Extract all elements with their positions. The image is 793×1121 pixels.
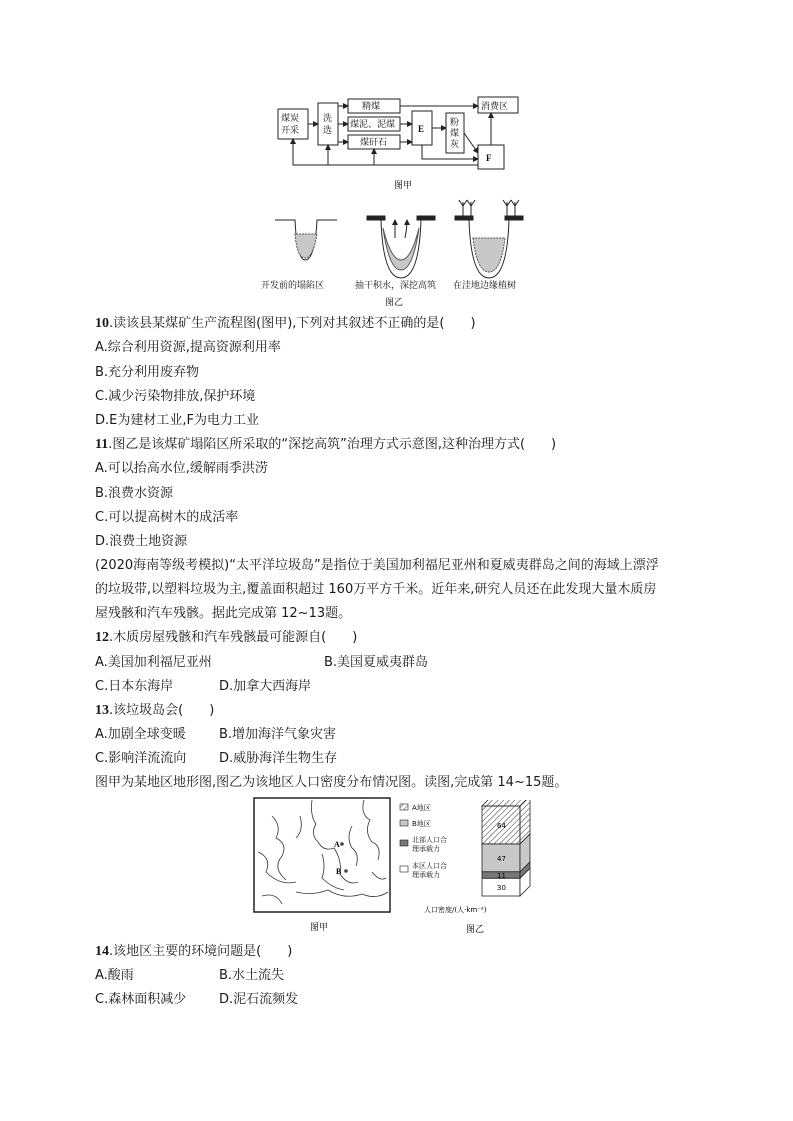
terrain-map-figure	[252, 796, 394, 936]
q12-option-a: A.美国加利福尼亚州	[95, 655, 212, 670]
label-mining-2: 开采	[281, 126, 300, 136]
legend-north-capacity-1: 北部人口合	[412, 836, 447, 844]
map-caption: 图甲	[310, 923, 329, 933]
bar-label-0: 30	[497, 884, 506, 893]
passage2: 图甲为某地区地形图,图乙为该地区人口密度分布情况图。读图,完成第 14~15题。	[95, 775, 568, 790]
label-dig-deep: 抽干积水，深挖高筑	[355, 281, 437, 291]
label-e: E	[418, 124, 425, 134]
label-gangue: 煤矸石	[360, 138, 388, 148]
q10-stem	[95, 315, 476, 333]
map-point-a: A	[334, 840, 340, 849]
q12-option-b: B.美国夏威夷群岛	[324, 655, 429, 670]
q11-option-d: D.浪费土地资源	[95, 534, 188, 549]
map-point-b: B	[336, 867, 342, 876]
q10-option-b: B.充分利用废弃物	[95, 365, 200, 380]
q11-stem	[95, 436, 556, 454]
chart-legend	[400, 804, 408, 872]
q12-number: 12	[95, 630, 109, 645]
q12-stem	[95, 629, 357, 647]
q10-option-a: A.综合利用资源,提高资源利用率	[95, 340, 281, 355]
box-wash	[318, 103, 338, 145]
q13-stem	[95, 702, 214, 720]
q12-option-d: D.加拿大西海岸	[219, 679, 312, 694]
q10-option-c: C.减少污染物排放,保护环境	[95, 389, 256, 404]
chart-caption: 图乙	[466, 925, 485, 935]
q14-option-a: A.酸雨	[95, 968, 134, 983]
stacked-bar	[482, 800, 530, 896]
legend-b-area: B地区	[412, 820, 431, 828]
label-consumer: 消费区	[481, 102, 509, 112]
label-fine-coal: 精煤	[362, 102, 381, 112]
q13-option-b: B.增加海洋气象灾害	[219, 727, 337, 742]
label-fly-ash-1: 粉	[450, 118, 460, 128]
q13-option-c: C.影响洋流流向	[95, 751, 187, 766]
passage1-line-1: (2020海南等级考模拟)“太平洋垃圾岛”是指位于美国加利福尼亚州和夏威夷群岛之间的海域上漂浮	[95, 558, 659, 573]
label-plant-trees: 在洼地边缘植树	[453, 281, 517, 291]
q13-option-d: D.威胁海洋生物生存	[219, 751, 338, 766]
label-f: F	[486, 153, 492, 163]
q12-option-c: C.日本东海岸	[95, 679, 174, 694]
label-wash-2: 选	[323, 126, 333, 136]
bar-label-2: 47	[497, 854, 506, 863]
q14-option-d: D.泥石流频发	[219, 992, 299, 1007]
q11-option-c: C.可以提高树木的成活率	[95, 510, 239, 525]
label-wash-1: 洗	[323, 114, 333, 124]
label-fly-ash-2: 煤	[450, 129, 460, 139]
label-mining-1: 煤炭	[281, 114, 300, 124]
bar-label-3: 64	[497, 821, 506, 830]
q14-text: .该地区主要的环境问题是( )	[109, 944, 293, 959]
caption-jia: 图甲	[394, 181, 413, 191]
q11-number: 11	[95, 437, 109, 452]
q13-number: 13	[95, 703, 109, 718]
q13-text: .该垃圾岛会( )	[109, 703, 215, 718]
q14-option-b: B.水土流失	[219, 968, 285, 983]
q14-option-c: C.森林面积减少	[95, 992, 187, 1007]
legend-local-capacity-2: 理承载力	[412, 871, 440, 879]
q11-option-b: B.浪费水资源	[95, 486, 174, 501]
q13-option-a: A.加剧全球变暖	[95, 727, 186, 742]
legend-a-area: A地区	[412, 804, 431, 812]
q10-option-d: D.E为建材工业,F为电力工业	[95, 413, 259, 428]
q14-stem	[95, 943, 292, 961]
axis-label: 人口密度/(人·km⁻²)	[424, 906, 487, 914]
label-fly-ash-3: 灰	[450, 140, 460, 150]
label-slime: 煤泥、泥煤	[350, 120, 396, 130]
q11-option-a: A.可以抬高水位,缓解雨季洪涝	[95, 461, 268, 476]
q12-text: .木质房屋残骸和汽车残骸最可能源自( )	[109, 630, 358, 645]
q10-number: 10	[95, 316, 109, 331]
bar-label-1: 11	[497, 871, 506, 880]
passage1-line-3: 屋残骸和汽车残骸。据此完成第 12~13题。	[95, 606, 352, 621]
treatment-figure-yi	[255, 198, 555, 310]
legend-north-capacity-2: 理承载力	[412, 845, 440, 853]
q14-number: 14	[95, 944, 109, 959]
passage1-line-2: 的垃圾带,以塑料垃圾为主,覆盖面积超过 160万平方千米。近年来,研究人员还在此发现大量木质房	[95, 582, 657, 597]
q10-text: .读该县某煤矿生产流程图(图甲),下列对其叙述不正确的是( )	[109, 316, 476, 331]
flowchart-figure-jia	[270, 95, 540, 195]
label-before-development: 开发前的塌陷区	[261, 281, 325, 291]
q11-text: .图乙是该煤矿塌陷区所采取的“深挖高筑”治理方式示意图,这种治理方式( )	[108, 437, 557, 452]
caption-yi: 图乙	[385, 298, 404, 308]
legend-local-capacity-1: 本区人口合	[412, 862, 447, 870]
population-density-chart	[396, 800, 556, 936]
